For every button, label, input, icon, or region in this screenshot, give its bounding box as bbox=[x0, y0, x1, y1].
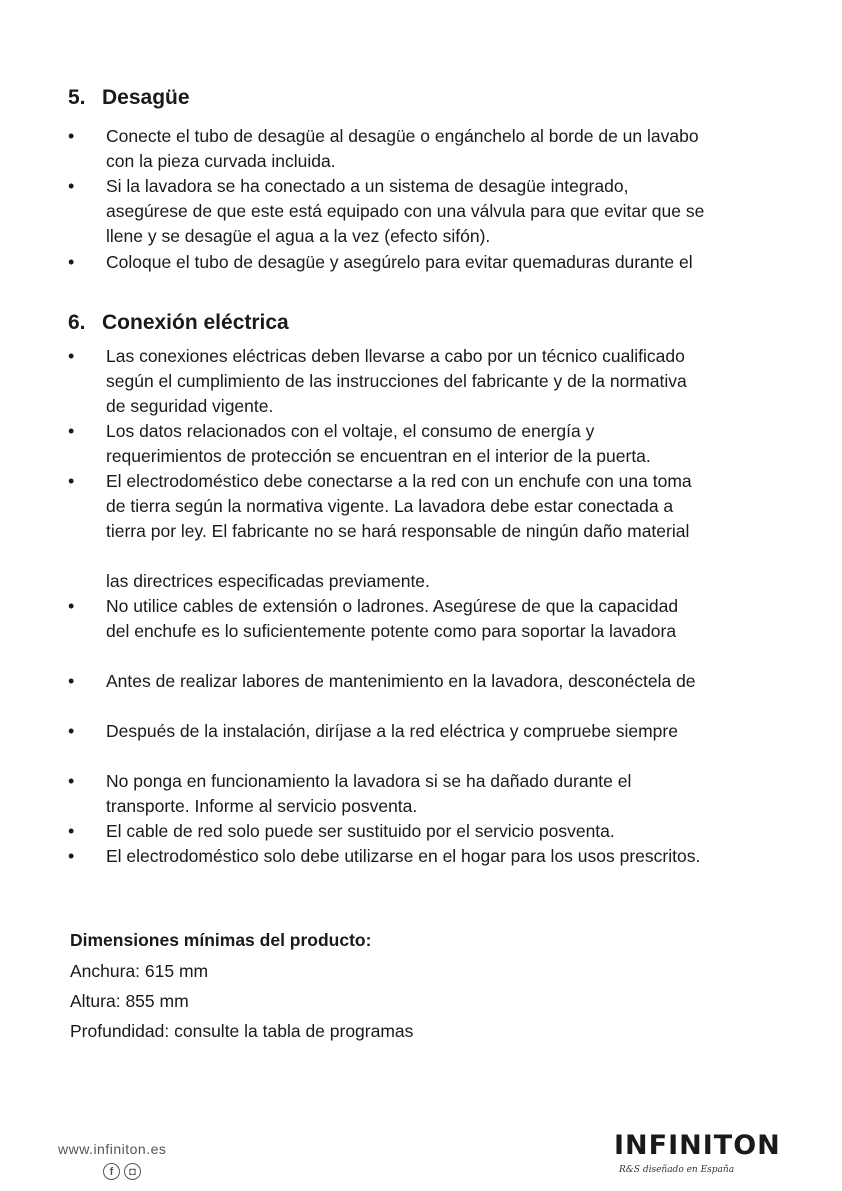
bullet-icon: • bbox=[68, 346, 75, 366]
section-6-title: Conexión eléctrica bbox=[102, 311, 289, 334]
section-6-bullet-2-line-2: requerimientos de protección se encuentran en el interior de la puerta. bbox=[106, 446, 651, 466]
section-5-bullet-1-line-2: con la pieza curvada incluida. bbox=[106, 151, 336, 171]
section-6-bullet-4-line-1: No utilice cables de extensión o ladrones. Asegúrese de que la capacidad bbox=[106, 596, 679, 616]
section-6-bullet-1-line-2: según el cumplimiento de las instrucciones del fabricante y de la normativa bbox=[106, 371, 687, 391]
facebook-icon[interactable]: f bbox=[103, 1163, 120, 1180]
website-link[interactable]: www.infiniton.es bbox=[58, 1141, 167, 1157]
section-5-heading bbox=[68, 86, 190, 110]
section-5-bullet-2-line-2: asegúrese de que este está equipado con una válvula para que evitar que se bbox=[106, 201, 705, 221]
dimension-width: Anchura: 615 mm bbox=[70, 961, 209, 981]
section-6-bullet-9-line-1: El electrodoméstico solo debe utilizarse en el hogar para los usos prescritos. bbox=[106, 846, 701, 866]
instagram-icon[interactable]: ◘ bbox=[124, 1163, 141, 1180]
section-5-number: 5. bbox=[68, 86, 86, 109]
section-5-bullet-2-line-3: llene y se desagüe el agua a la vez (efecto sifón). bbox=[106, 226, 491, 246]
bullet-icon: • bbox=[68, 176, 75, 196]
section-6-bullet-4-line-2: del enchufe es lo suficientemente potente como para soportar la lavadora bbox=[106, 621, 677, 641]
dimensions-title: Dimensiones mínimas del producto: bbox=[70, 930, 372, 950]
section-6-bullet-7-line-1: No ponga en funcionamiento la lavadora si se ha dañado durante el bbox=[106, 771, 632, 791]
bullet-icon: • bbox=[68, 671, 75, 691]
bullet-icon: • bbox=[68, 771, 75, 791]
bullet-icon: • bbox=[68, 721, 75, 741]
bullet-icon: • bbox=[68, 846, 75, 866]
section-6-bullet-3-line-2: de tierra según la normativa vigente. La lavadora debe estar conectada a bbox=[106, 496, 674, 516]
section-6-bullet-3-line-3: tierra por ley. El fabricante no se hará responsable de ningún daño material bbox=[106, 521, 690, 541]
section-6-bullet-2-line-1: Los datos relacionados con el voltaje, el consumo de energía y bbox=[106, 421, 595, 441]
section-6-bullet-3-line-1: El electrodoméstico debe conectarse a la red con un enchufe con una toma bbox=[106, 471, 692, 491]
section-5-bullet-3-line-1: Coloque el tubo de desagüe y asegúrelo para evitar quemaduras durante el bbox=[106, 252, 693, 272]
section-6-bullet-8-line-1: El cable de red solo puede ser sustituido por el servicio posventa. bbox=[106, 821, 615, 841]
section-5-bullet-2-line-1: Si la lavadora se ha conectado a un sistema de desagüe integrado, bbox=[106, 176, 629, 196]
bullet-icon: • bbox=[68, 821, 75, 841]
brand-logo: INFINITON bbox=[614, 1130, 781, 1161]
brand-tagline: R&S diseñado en España bbox=[619, 1165, 735, 1175]
section-5-title: Desagüe bbox=[102, 86, 190, 109]
section-6-bullet-7-line-2: transporte. Informe al servicio posventa. bbox=[106, 796, 418, 816]
bullet-icon: • bbox=[68, 126, 75, 146]
section-5-bullet-1-line-1: Conecte el tubo de desagüe al desagüe o engánchelo al borde de un lavabo bbox=[106, 126, 699, 146]
section-6-bullet-5-line-1: Antes de realizar labores de mantenimiento en la lavadora, desconéctela de bbox=[106, 671, 696, 691]
section-6-bullet-6-line-1: Después de la instalación, diríjase a la red eléctrica y compruebe siempre bbox=[106, 721, 678, 741]
section-6-bullet-3-line-4: las directrices especificadas previamente. bbox=[106, 571, 430, 591]
bullet-icon: • bbox=[68, 596, 75, 616]
section-6-number: 6. bbox=[68, 311, 86, 334]
section-6-bullet-1-line-3: de seguridad vigente. bbox=[106, 396, 274, 416]
dimension-height: Altura: 855 mm bbox=[70, 991, 189, 1011]
section-6-bullet-1-line-1: Las conexiones eléctricas deben llevarse a cabo por un técnico cualificado bbox=[106, 346, 685, 366]
bullet-icon: • bbox=[68, 252, 75, 272]
section-6-heading bbox=[68, 311, 289, 335]
dimension-depth: Profundidad: consulte la tabla de programas bbox=[70, 1021, 414, 1041]
bullet-icon: • bbox=[68, 421, 75, 441]
bullet-icon: • bbox=[68, 471, 75, 491]
